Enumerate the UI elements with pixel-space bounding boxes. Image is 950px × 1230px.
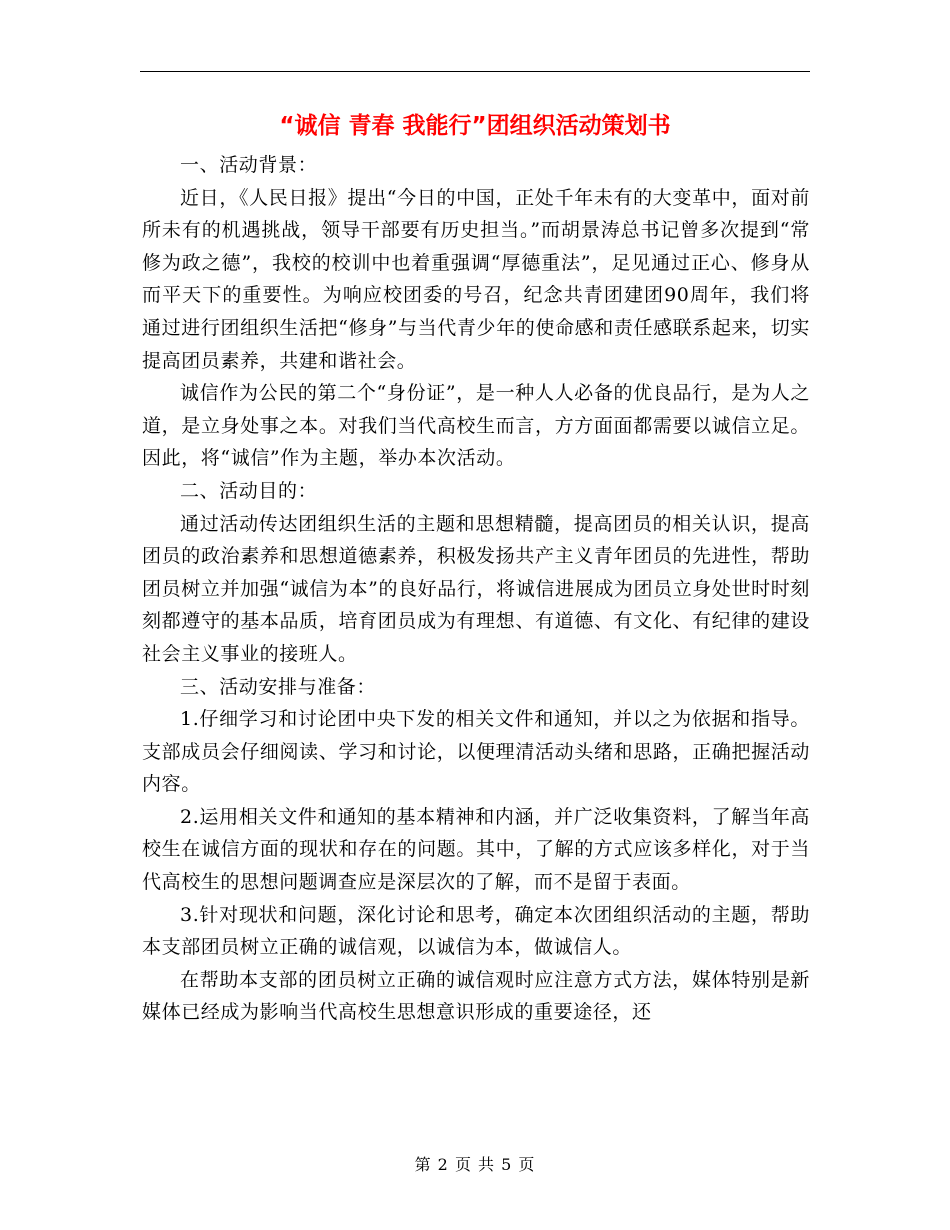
paragraph-arrangement-4: 在帮助本支部的团员树立正确的诚信观时应注意方式方法，媒体特别是新媒体已经成为影响当代高校生思想意识形成的重要途径，还 [142, 968, 810, 1024]
paragraph-background-1: 近日，《人民日报》提出“今日的中国，正处千年未有的大变革中，面对前所未有的机遇挑战，领导干部要有历史担当。”而胡景涛总书记曾多次提到“常修为政之德”，我校的校训中也着重强调“厚德重法”，足见通过正心、修身从而平天下的重要性。为响应校团委的号召，纪念共青团建团90周年，我们将通过进行团组织生活把“修身”与当代青少年的使命感和责任感联系起来，切实提高团员素养，共建和谐社会。 [142, 186, 810, 372]
arrangement-item-2: 2.运用相关文件和通知的基本精神和内涵，并广泛收集资料，了解当年高校生在诚信方面的现状和存在的问题。其中，了解的方式应该多样化，对于当代高校生的思想问题调查应是深层次的了解，而不是留于表面。 [142, 805, 810, 894]
section-heading-purpose: 二、活动目的： [180, 479, 318, 502]
document-title: “诚信 青春 我能行”团组织活动策划书 [279, 113, 671, 139]
section-heading-arrangement: 三、活动安排与准备： [180, 675, 377, 698]
paragraph-purpose: 通过活动传达团组织生活的主题和思想精髓，提高团员的相关认识，提高团员的政治素养和思想道德素养，积极发扬共产主义青年团员的先进性，帮助团员树立并加强“诚信为本”的良好品行，将诚信进展成为团员立身处世时时刻刻都遵守的基本品质，培育团员成为有理想、有道德、有文化、有纪律的建设社会主义事业的接班人。 [142, 512, 810, 665]
arrangement-item-1: 1.仔细学习和讨论团中央下发的相关文件和通知，并以之为依据和指导。支部成员会仔细阅读、学习和讨论，以便理清活动头绪和思路，正确把握活动内容。 [142, 708, 810, 796]
header-rule [140, 71, 810, 72]
paragraph-background-2: 诚信作为公民的第二个“身份证”，是一种人人必备的优良品行，是为人之道，是立身处事之本。对我们当代高校生而言，方方面面都需要以诚信立足。因此，将“诚信”作为主题，举办本次活动。 [142, 382, 810, 470]
document-body [142, 149, 810, 1029]
arrangement-item-3: 3.针对现状和问题，深化讨论和思考，确定本次团组织活动的主题，帮助本支部团员树立正确的诚信观，以诚信为本，做诚信人。 [142, 903, 810, 959]
page-number-footer: 第 2 页 共 5 页 [414, 1155, 536, 1174]
section-heading-background: 一、活动背景： [180, 154, 318, 176]
